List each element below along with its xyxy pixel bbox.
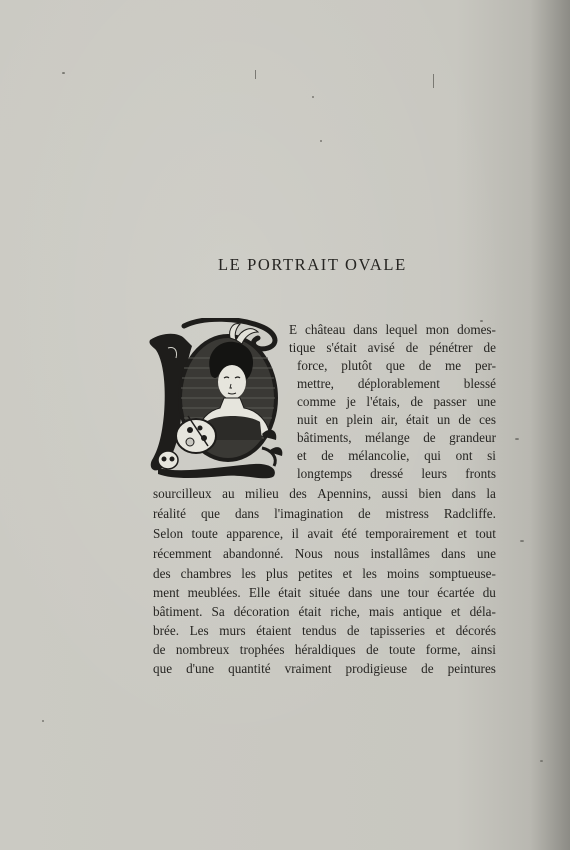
word: aussi bbox=[381, 486, 409, 501]
word: mon bbox=[425, 322, 450, 337]
word: Nous bbox=[294, 546, 323, 561]
word: grandeur bbox=[449, 430, 496, 445]
word: me bbox=[445, 358, 462, 373]
text-line bbox=[153, 641, 496, 659]
word: de bbox=[346, 623, 360, 638]
word: que bbox=[200, 506, 220, 521]
word: située bbox=[309, 585, 340, 600]
word: E bbox=[289, 322, 298, 337]
word: somptueuse- bbox=[429, 566, 496, 581]
word: une bbox=[380, 585, 400, 600]
word: et bbox=[450, 604, 461, 619]
word: décoration bbox=[233, 604, 290, 619]
word: écartée bbox=[437, 585, 475, 600]
word: petites bbox=[298, 566, 333, 581]
word: de bbox=[410, 394, 423, 409]
word: de bbox=[483, 340, 496, 355]
text-line bbox=[153, 505, 496, 523]
word: nous bbox=[334, 546, 360, 561]
word: comme bbox=[297, 394, 336, 409]
word: de bbox=[153, 642, 166, 657]
word: de bbox=[405, 340, 419, 355]
word: décorés bbox=[455, 623, 496, 638]
word: au bbox=[222, 486, 235, 501]
word: et bbox=[297, 448, 307, 463]
word: abandonné. bbox=[223, 546, 284, 561]
text-line bbox=[153, 584, 496, 602]
word: de bbox=[423, 430, 436, 445]
word: prodigieuse bbox=[345, 661, 408, 676]
word: peintures bbox=[447, 661, 496, 676]
text-line bbox=[297, 411, 496, 429]
word: il bbox=[291, 526, 299, 541]
word: antique bbox=[403, 604, 442, 619]
word: héraldiques bbox=[294, 642, 356, 657]
word: plus bbox=[266, 566, 288, 581]
word: les bbox=[362, 566, 377, 581]
word: nombreux bbox=[175, 642, 230, 657]
word: Les bbox=[189, 623, 209, 638]
word: était bbox=[278, 585, 301, 600]
word: ment bbox=[153, 585, 180, 600]
word: déplorablement bbox=[357, 376, 440, 391]
word: de bbox=[366, 642, 379, 657]
word: et bbox=[342, 566, 353, 581]
word: de bbox=[458, 412, 471, 427]
word: tendus bbox=[301, 623, 337, 638]
word: étaient bbox=[256, 623, 292, 638]
word: et bbox=[457, 526, 467, 541]
word: mélange bbox=[365, 430, 410, 445]
word: était bbox=[298, 604, 322, 619]
text-line bbox=[297, 465, 496, 483]
text-line bbox=[153, 660, 496, 678]
page-title: LE PORTRAIT OVALE bbox=[218, 255, 407, 274]
word: fronts bbox=[465, 466, 496, 481]
word: toute bbox=[388, 642, 416, 657]
word: que bbox=[385, 358, 405, 373]
word: Radcliffe. bbox=[443, 506, 496, 521]
word: passer bbox=[433, 394, 467, 409]
word: du bbox=[482, 585, 496, 600]
word: forme, bbox=[425, 642, 461, 657]
word: lequel bbox=[385, 322, 418, 337]
word: ainsi bbox=[471, 642, 496, 657]
word: force, bbox=[297, 358, 328, 373]
word: dans bbox=[441, 546, 466, 561]
text-line bbox=[297, 375, 496, 393]
word: que bbox=[153, 661, 173, 676]
word: air, bbox=[381, 412, 398, 427]
word: pénétrer bbox=[429, 340, 473, 355]
word: sourcilleux bbox=[153, 486, 212, 501]
word: dans bbox=[451, 486, 476, 501]
word: avait bbox=[307, 526, 334, 541]
word: dans bbox=[348, 585, 373, 600]
word: des bbox=[289, 486, 307, 501]
word: tapisseries bbox=[370, 623, 425, 638]
word: nuit bbox=[297, 412, 318, 427]
word: brée. bbox=[153, 623, 179, 638]
word: un bbox=[436, 412, 451, 427]
text-line bbox=[153, 485, 496, 503]
word: chambres bbox=[180, 566, 232, 581]
word: déla- bbox=[469, 604, 496, 619]
word: bâtiment. bbox=[153, 604, 203, 619]
illustrated-initial-image bbox=[144, 318, 286, 480]
word: dans bbox=[234, 506, 260, 521]
word: mistress bbox=[385, 506, 429, 521]
word: des bbox=[153, 566, 171, 581]
word: mettre, bbox=[297, 376, 334, 391]
word: et bbox=[435, 623, 446, 638]
word: installâmes bbox=[370, 546, 430, 561]
word: récemment bbox=[153, 546, 212, 561]
word: leurs bbox=[421, 466, 447, 481]
word: Elle bbox=[248, 585, 271, 600]
text-line bbox=[153, 622, 496, 640]
word: tout bbox=[475, 526, 496, 541]
word: per- bbox=[475, 358, 496, 373]
text-line bbox=[153, 603, 496, 621]
word: domes- bbox=[457, 322, 496, 337]
text-line bbox=[289, 339, 496, 357]
word: s'était bbox=[326, 340, 357, 355]
word: plein bbox=[346, 412, 373, 427]
text-line bbox=[289, 321, 496, 339]
word: ont bbox=[455, 448, 473, 463]
text-line bbox=[153, 525, 496, 543]
word: mais bbox=[369, 604, 394, 619]
word: l'étais, bbox=[366, 394, 400, 409]
word: de bbox=[358, 506, 371, 521]
word: tique bbox=[289, 340, 316, 355]
word: avisé bbox=[367, 340, 395, 355]
word: l'imagination bbox=[274, 506, 344, 521]
word: de bbox=[418, 358, 432, 373]
word: plutôt bbox=[341, 358, 373, 373]
word: toute bbox=[191, 526, 218, 541]
word: Selon bbox=[153, 526, 184, 541]
text-line bbox=[153, 565, 496, 583]
word: d'une bbox=[186, 661, 215, 676]
word: tour bbox=[407, 585, 429, 600]
word: bien bbox=[418, 486, 442, 501]
word: été bbox=[341, 526, 357, 541]
word: trophées bbox=[239, 642, 285, 657]
text-line bbox=[297, 447, 496, 465]
word: dans bbox=[353, 322, 378, 337]
word: je bbox=[346, 394, 356, 409]
text-line bbox=[297, 393, 496, 411]
word: de bbox=[321, 448, 334, 463]
word: une bbox=[476, 394, 496, 409]
text-line bbox=[297, 357, 496, 375]
word: moins bbox=[386, 566, 420, 581]
word: longtemps bbox=[297, 466, 352, 481]
word: qui bbox=[424, 448, 441, 463]
word: riche, bbox=[330, 604, 360, 619]
word: ces bbox=[479, 412, 496, 427]
word: les bbox=[241, 566, 256, 581]
word: meublées. bbox=[187, 585, 241, 600]
text-line bbox=[153, 545, 496, 563]
word: dressé bbox=[370, 466, 404, 481]
word: réalité bbox=[153, 506, 186, 521]
word: temporairement bbox=[365, 526, 449, 541]
word: une bbox=[476, 546, 496, 561]
text-line bbox=[297, 429, 496, 447]
word: mélancolie, bbox=[348, 448, 410, 463]
word: Sa bbox=[211, 604, 225, 619]
word: la bbox=[486, 486, 496, 501]
word: si bbox=[487, 448, 496, 463]
word: quantité bbox=[228, 661, 271, 676]
word: château bbox=[305, 322, 346, 337]
word: bâtiments, bbox=[297, 430, 352, 445]
word: de bbox=[421, 661, 434, 676]
word: en bbox=[325, 412, 339, 427]
word: Apennins, bbox=[317, 486, 372, 501]
word: apparence, bbox=[226, 526, 284, 541]
word: était bbox=[406, 412, 429, 427]
word: milieu bbox=[245, 486, 279, 501]
word: murs bbox=[219, 623, 246, 638]
word: vraiment bbox=[284, 661, 332, 676]
word: blessé bbox=[463, 376, 496, 391]
